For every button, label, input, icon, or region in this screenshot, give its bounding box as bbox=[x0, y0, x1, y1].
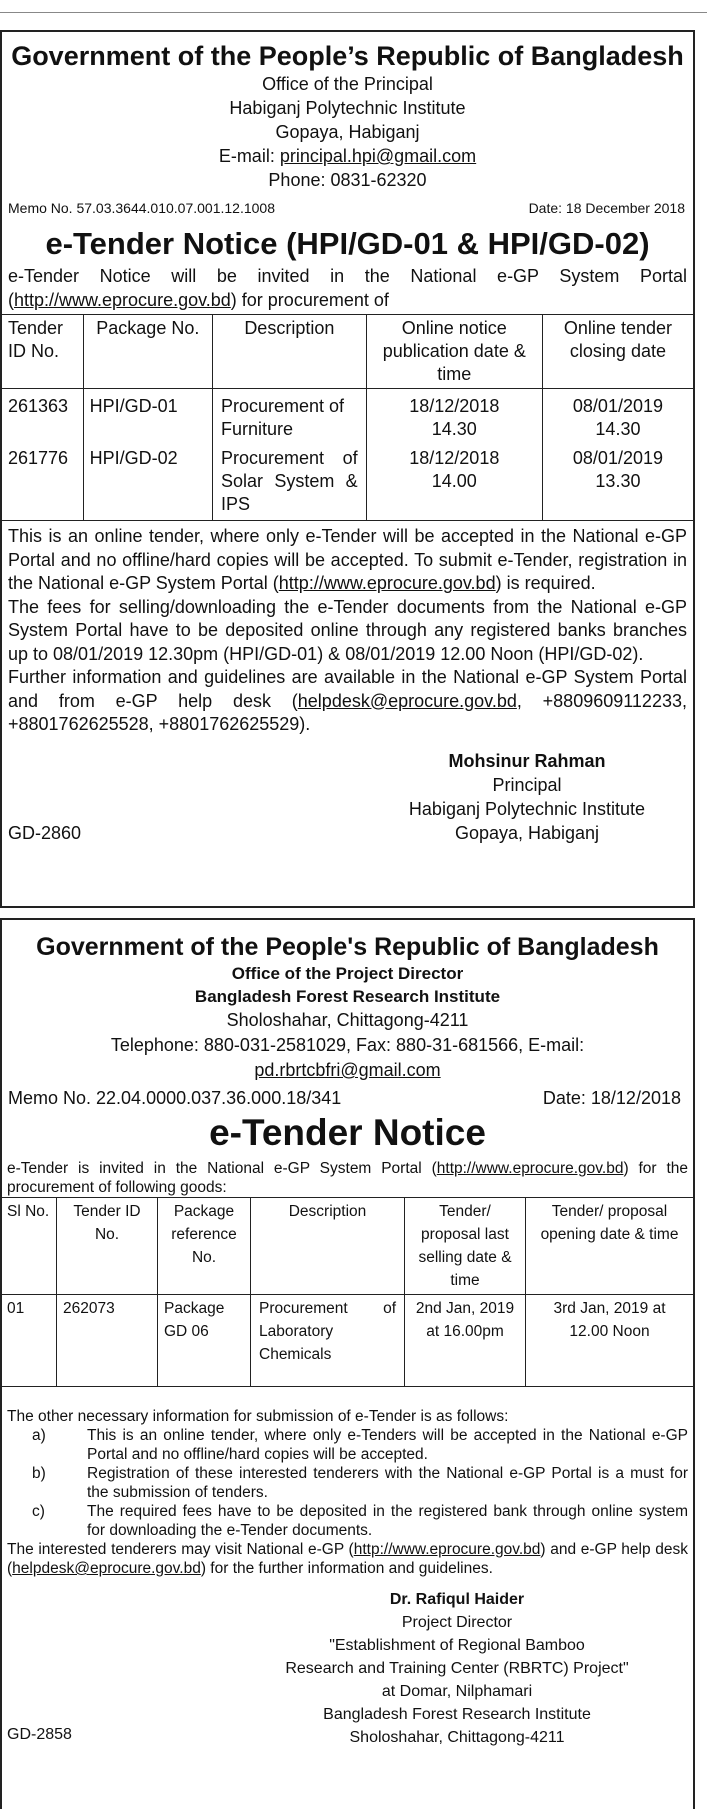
signer-details bbox=[252, 1588, 662, 1749]
cell-description: Procurement of Furniture bbox=[213, 389, 367, 446]
intro-paragraph bbox=[2, 1159, 693, 1197]
col-closing: Online tender closing date bbox=[542, 315, 693, 389]
info-intro: The other necessary information for submission of e-Tender is as follows: bbox=[7, 1408, 509, 1425]
closing-text-mid: ) and e-GP help desk ( bbox=[7, 1541, 688, 1577]
phone-line: Phone: 0831-62320 bbox=[268, 170, 427, 190]
body-text: This is an online tender, where only e-Tender will be accepted in the National e-GP Portal and no offline/hard copies will be accepted. To submit e-Tender, registration in the National e-GP System Portal ( bbox=[8, 526, 687, 593]
top-rule bbox=[0, 12, 707, 13]
cell-tender-id: 261363 bbox=[2, 389, 83, 446]
list-item bbox=[32, 1502, 688, 1540]
notice-header bbox=[2, 32, 693, 192]
cell-description: Procurement of Solar System & IPS bbox=[213, 445, 367, 521]
body-paragraph bbox=[8, 525, 687, 596]
intro-text: e-Tender is invited in the National e-GP System Portal ( bbox=[7, 1160, 437, 1177]
notice-heading: e-Tender Notice bbox=[209, 1112, 486, 1153]
list-text: Registration of these interested tenderers with the National e-GP Portal is a must for the submission of tenders. bbox=[87, 1465, 688, 1501]
body-text-end: , +8809609112233, +8801762625528, +8801762625529). bbox=[8, 690, 687, 734]
cell-publication: 18/12/2018 14.00 bbox=[366, 445, 542, 521]
list-marker: c) bbox=[32, 1503, 45, 1520]
intro-text-end: ) for procurement of bbox=[230, 290, 389, 310]
list-marker: a) bbox=[32, 1427, 46, 1444]
intro-paragraph bbox=[2, 264, 693, 312]
tender-table bbox=[2, 314, 693, 521]
signer-details bbox=[362, 749, 692, 845]
cell-package-ref: Package GD 06 bbox=[158, 1295, 251, 1387]
signer-org: Habiganj Polytechnic Institute bbox=[408, 798, 646, 819]
col-opening-date: Tender/ proposal opening date & time bbox=[526, 1198, 694, 1295]
memo-date: Date: 18 December 2018 bbox=[528, 200, 685, 216]
signer-title: Project Director bbox=[401, 1614, 513, 1631]
notice-header bbox=[2, 920, 693, 1083]
notice-body bbox=[2, 521, 693, 737]
signer-title: Principal bbox=[492, 774, 562, 795]
institute-location: Gopaya, Habiganj bbox=[275, 122, 420, 142]
government-title: Government of the People's Republic of Bangladesh bbox=[36, 933, 659, 961]
institute-name: Habiganj Polytechnic Institute bbox=[229, 98, 466, 118]
eprocure-link[interactable]: http://www.eprocure.gov.bd bbox=[278, 573, 496, 593]
signature-block bbox=[2, 1588, 693, 1758]
table-header-row bbox=[2, 315, 693, 389]
signer-location: Gopaya, Habiganj bbox=[454, 822, 600, 843]
memo-row bbox=[2, 200, 693, 216]
signer-project-line: Research and Training Center (RBRTC) Project" bbox=[285, 1660, 629, 1677]
intro-text-end: ) for the procurement of following goods: bbox=[7, 1160, 688, 1196]
contact-line: Telephone: 880-031-2581029, Fax: 880-31-681566, E-mail: bbox=[110, 1035, 585, 1055]
closing-text: The interested tenderers may visit National e-GP ( bbox=[7, 1541, 354, 1558]
closing-paragraph bbox=[7, 1540, 688, 1578]
body-paragraph: The fees for selling/downloading the e-Tender documents from the National e-GP System Portal have to be deposited online through any registered banks branches up to 08/01/2019 12.30pm (HPI/GD-01) & 08/01/2019 12.00 Noon (HPI/GD-02). bbox=[8, 596, 687, 664]
closing-text-end: ) for the further information and guidelines. bbox=[200, 1560, 493, 1577]
notice-body bbox=[2, 1387, 693, 1578]
notice-heading: e-Tender Notice (HPI/GD-01 & HPI/GD-02) bbox=[45, 226, 650, 261]
col-package-ref: Package reference No. bbox=[158, 1198, 251, 1295]
table-header-row bbox=[2, 1198, 693, 1295]
helpdesk-email-link[interactable]: helpdesk@eprocure.gov.bd bbox=[12, 1560, 201, 1577]
email-line bbox=[2, 144, 693, 168]
table-row bbox=[2, 1295, 693, 1387]
cell-selling-date: 2nd Jan, 2019 at 16.00pm bbox=[405, 1295, 526, 1387]
memo-row bbox=[2, 1088, 693, 1109]
table-row bbox=[2, 445, 693, 521]
tender-notice-bfri bbox=[0, 918, 695, 1809]
signer-project-line: at Domar, Nilphamari bbox=[381, 1683, 533, 1700]
signer-name: Dr. Rafiqul Haider bbox=[389, 1591, 525, 1608]
signer-name: Mohsinur Rahman bbox=[448, 750, 606, 771]
signer-org: Bangladesh Forest Research Institute bbox=[323, 1706, 591, 1723]
cell-publication: 18/12/2018 14.30 bbox=[366, 389, 542, 446]
col-tender-id: Tender ID No. bbox=[57, 1198, 158, 1295]
cell-package: HPI/GD-02 bbox=[83, 445, 212, 521]
memo-number: Memo No. 22.04.0000.037.36.000.18/341 bbox=[8, 1088, 342, 1108]
cell-tender-id: 262073 bbox=[57, 1295, 158, 1387]
list-item bbox=[32, 1464, 688, 1502]
cell-package: HPI/GD-01 bbox=[83, 389, 212, 446]
body-paragraph bbox=[8, 666, 687, 737]
memo-number: Memo No. 57.03.3644.010.07.001.12.1008 bbox=[8, 200, 275, 216]
col-publication: Online notice publication date & time bbox=[366, 315, 542, 389]
notice-code: GD-2858 bbox=[7, 1726, 72, 1743]
helpdesk-email-link[interactable]: helpdesk@eprocure.gov.bd bbox=[297, 690, 517, 711]
tender-notice-hpi bbox=[0, 30, 695, 908]
list-marker: b) bbox=[32, 1465, 46, 1482]
intro-text: e-Tender Notice will be invited in the National e-GP System Portal ( bbox=[8, 266, 687, 310]
body-text-end: ) is required. bbox=[495, 573, 596, 593]
memo-date: Date: 18/12/2018 bbox=[542, 1088, 681, 1108]
government-title: Government of the People’s Republic of Bangladesh bbox=[11, 41, 684, 71]
institute-location: Sholoshahar, Chittagong-4211 bbox=[226, 1010, 469, 1030]
eprocure-link[interactable]: http://www.eprocure.gov.bd bbox=[436, 1160, 624, 1177]
cell-serial: 01 bbox=[2, 1295, 57, 1387]
email-link[interactable]: pd.rbrtcbfri@gmail.com bbox=[254, 1060, 441, 1080]
signer-project-line: "Establishment of Regional Bamboo bbox=[329, 1637, 585, 1654]
signer-location: Sholoshahar, Chittagong-4211 bbox=[349, 1729, 565, 1746]
notice-code: GD-2860 bbox=[8, 822, 82, 843]
institute-name: Bangladesh Forest Research Institute bbox=[194, 987, 501, 1006]
tender-table bbox=[2, 1197, 693, 1387]
email-link[interactable]: principal.hpi@gmail.com bbox=[279, 146, 477, 166]
cell-closing: 08/01/2019 14.30 bbox=[542, 389, 693, 446]
body-text: Further information and guidelines are available in the National e-GP System Portal and from e-GP help desk ( bbox=[8, 667, 687, 711]
eprocure-link[interactable]: http://www.eprocure.gov.bd bbox=[353, 1541, 541, 1558]
office-name: Office of the Principal bbox=[262, 74, 433, 94]
col-description: Description bbox=[251, 1198, 405, 1295]
cell-closing: 08/01/2019 13.30 bbox=[542, 445, 693, 521]
cell-opening-date: 3rd Jan, 2019 at 12.00 Noon bbox=[526, 1295, 694, 1387]
col-package: Package No. bbox=[83, 315, 212, 389]
email-label: E-mail: bbox=[218, 146, 280, 166]
cell-tender-id: 261776 bbox=[2, 445, 83, 521]
col-description: Description bbox=[213, 315, 367, 389]
cell-description: Procurement of Laboratory Chemicals bbox=[251, 1295, 405, 1387]
list-item bbox=[32, 1426, 688, 1464]
col-serial: Sl No. bbox=[2, 1198, 57, 1295]
col-selling-date: Tender/ proposal last selling date & time bbox=[405, 1198, 526, 1295]
office-name: Office of the Project Director bbox=[231, 964, 464, 983]
list-text: This is an online tender, where only e-Tenders will be accepted in the National e-GP Portal and no offline/hard copies will be accepted. bbox=[87, 1427, 688, 1463]
list-text: The required fees have to be deposited in the registered bank through online system for downloading the e-Tender documents. bbox=[87, 1503, 688, 1539]
table-row bbox=[2, 389, 693, 446]
col-tender-id: Tender ID No. bbox=[2, 315, 83, 389]
eprocure-link[interactable]: http://www.eprocure.gov.bd bbox=[14, 290, 231, 310]
signature-block bbox=[2, 749, 693, 859]
